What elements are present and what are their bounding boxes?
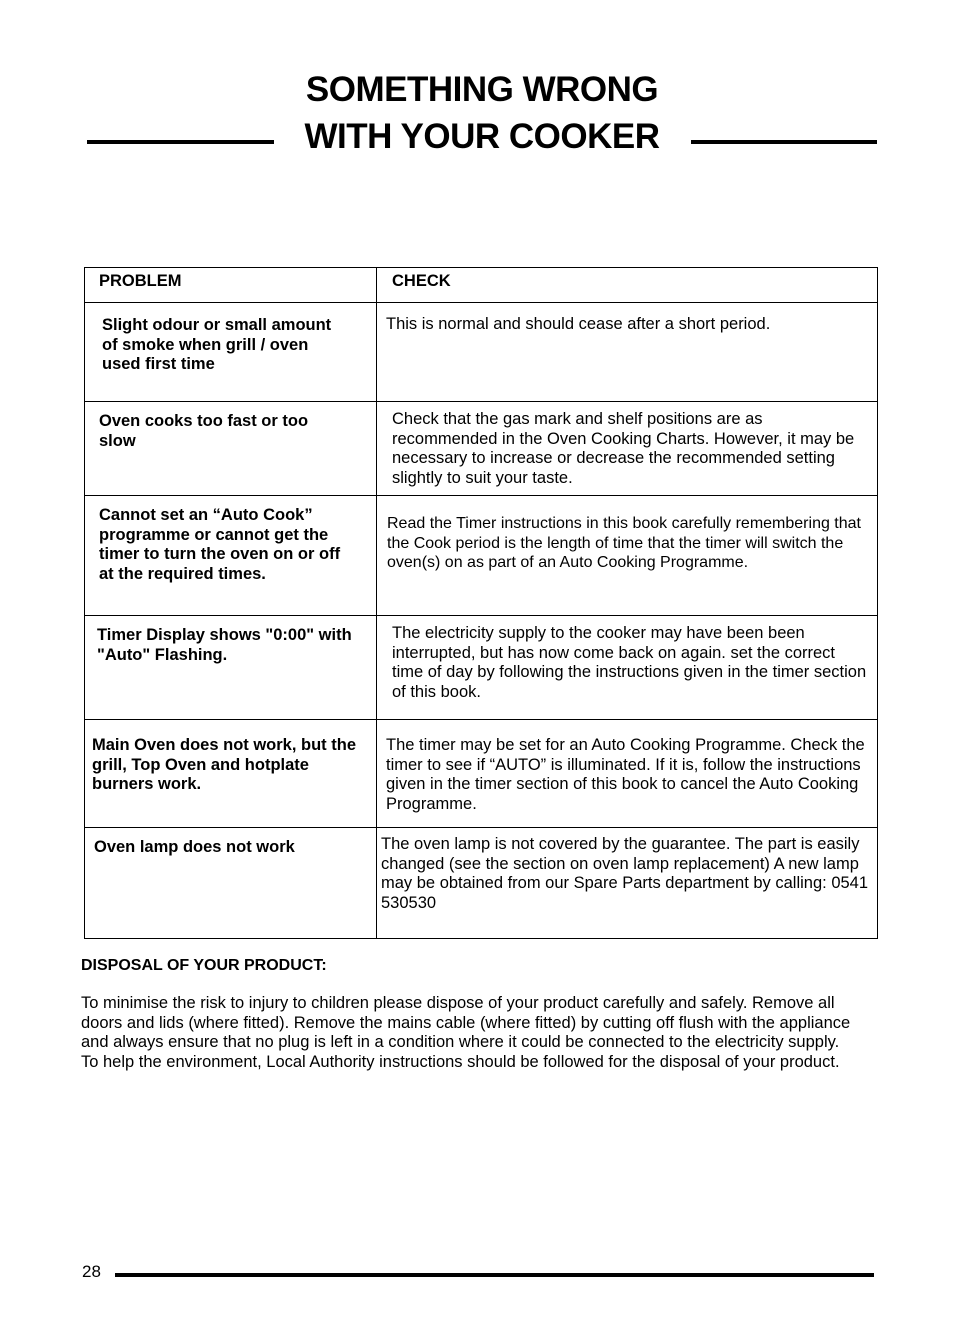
- troubleshooting-table: [84, 267, 878, 939]
- disposal-paragraph-2: To help the environment, Local Authority instructions should be followed for the disposal of your product.: [81, 1052, 840, 1071]
- table-row: [85, 496, 878, 616]
- disposal-heading: DISPOSAL OF YOUR PRODUCT:: [81, 957, 327, 974]
- footer-rule: [115, 1273, 874, 1277]
- check-cell: This is normal and should cease after a short period.: [377, 303, 878, 402]
- disposal-paragraph-1: To minimise the risk to injury to children please dispose of your product carefully and safely. Remove all doors and lids (where fitted). Remove the mains cable (where fitted) by cutting off flush with the appliance and always ensure that no plug is left in a condition where it could be connected to the electricity supply.: [81, 994, 851, 1052]
- table-row: [85, 616, 878, 720]
- table-row: [85, 303, 878, 402]
- column-header-check: CHECK: [377, 268, 878, 303]
- check-cell: The timer may be set for an Auto Cooking Programme. Check the timer to see if “AUTO” is illuminated. If it is, follow the instructions given in the timer section of this book to cancel the Auto Cooking Programme.: [377, 720, 878, 828]
- disposal-body: [81, 994, 871, 1072]
- title-rule-right: [691, 140, 877, 144]
- problem-cell: Cannot set an “Auto Cook” programme or cannot get the timer to turn the oven on or off at the required times.: [85, 496, 377, 616]
- check-cell: Check that the gas mark and shelf positions are as recommended in the Oven Cooking Charts. However, it may be necessary to increase or decrease the recommended setting slightly to suit your taste.: [377, 402, 878, 496]
- problem-cell: Slight odour or small amount of smoke when grill / oven used first time: [85, 303, 377, 402]
- problem-cell: Oven cooks too fast or too slow: [85, 402, 377, 496]
- table-header-row: [85, 268, 878, 303]
- page-title: [0, 66, 954, 160]
- problem-cell: Timer Display shows "0:00" with "Auto" Flashing.: [85, 616, 377, 720]
- title-rule-left: [87, 140, 274, 144]
- table-row: [85, 828, 878, 939]
- table-row: [85, 402, 878, 496]
- table-row: [85, 720, 878, 828]
- check-cell: Read the Timer instructions in this book carefully remembering that the Cook period is the length of time that the timer will switch the oven(s) on as part of an Auto Cooking Programme.: [377, 496, 878, 616]
- page-number: 28: [82, 1262, 101, 1281]
- problem-cell: Oven lamp does not work: [85, 828, 377, 939]
- page-title-line-1: SOMETHING WRONG: [305, 70, 659, 109]
- check-cell: The oven lamp is not covered by the guarantee. The part is easily changed (see the section on oven lamp replacement) A new lamp may be obtained from our Spare Parts department by calling: 0541 530530: [377, 828, 878, 939]
- column-header-problem: PROBLEM: [85, 268, 377, 303]
- problem-cell: Main Oven does not work, but the grill, Top Oven and hotplate burners work.: [85, 720, 377, 828]
- page-title-line-2: WITH YOUR COOKER: [304, 117, 660, 156]
- check-cell: The electricity supply to the cooker may have been been interrupted, but has now come back on again. set the correct time of day by following the instructions given in the timer section of this book.: [377, 616, 878, 720]
